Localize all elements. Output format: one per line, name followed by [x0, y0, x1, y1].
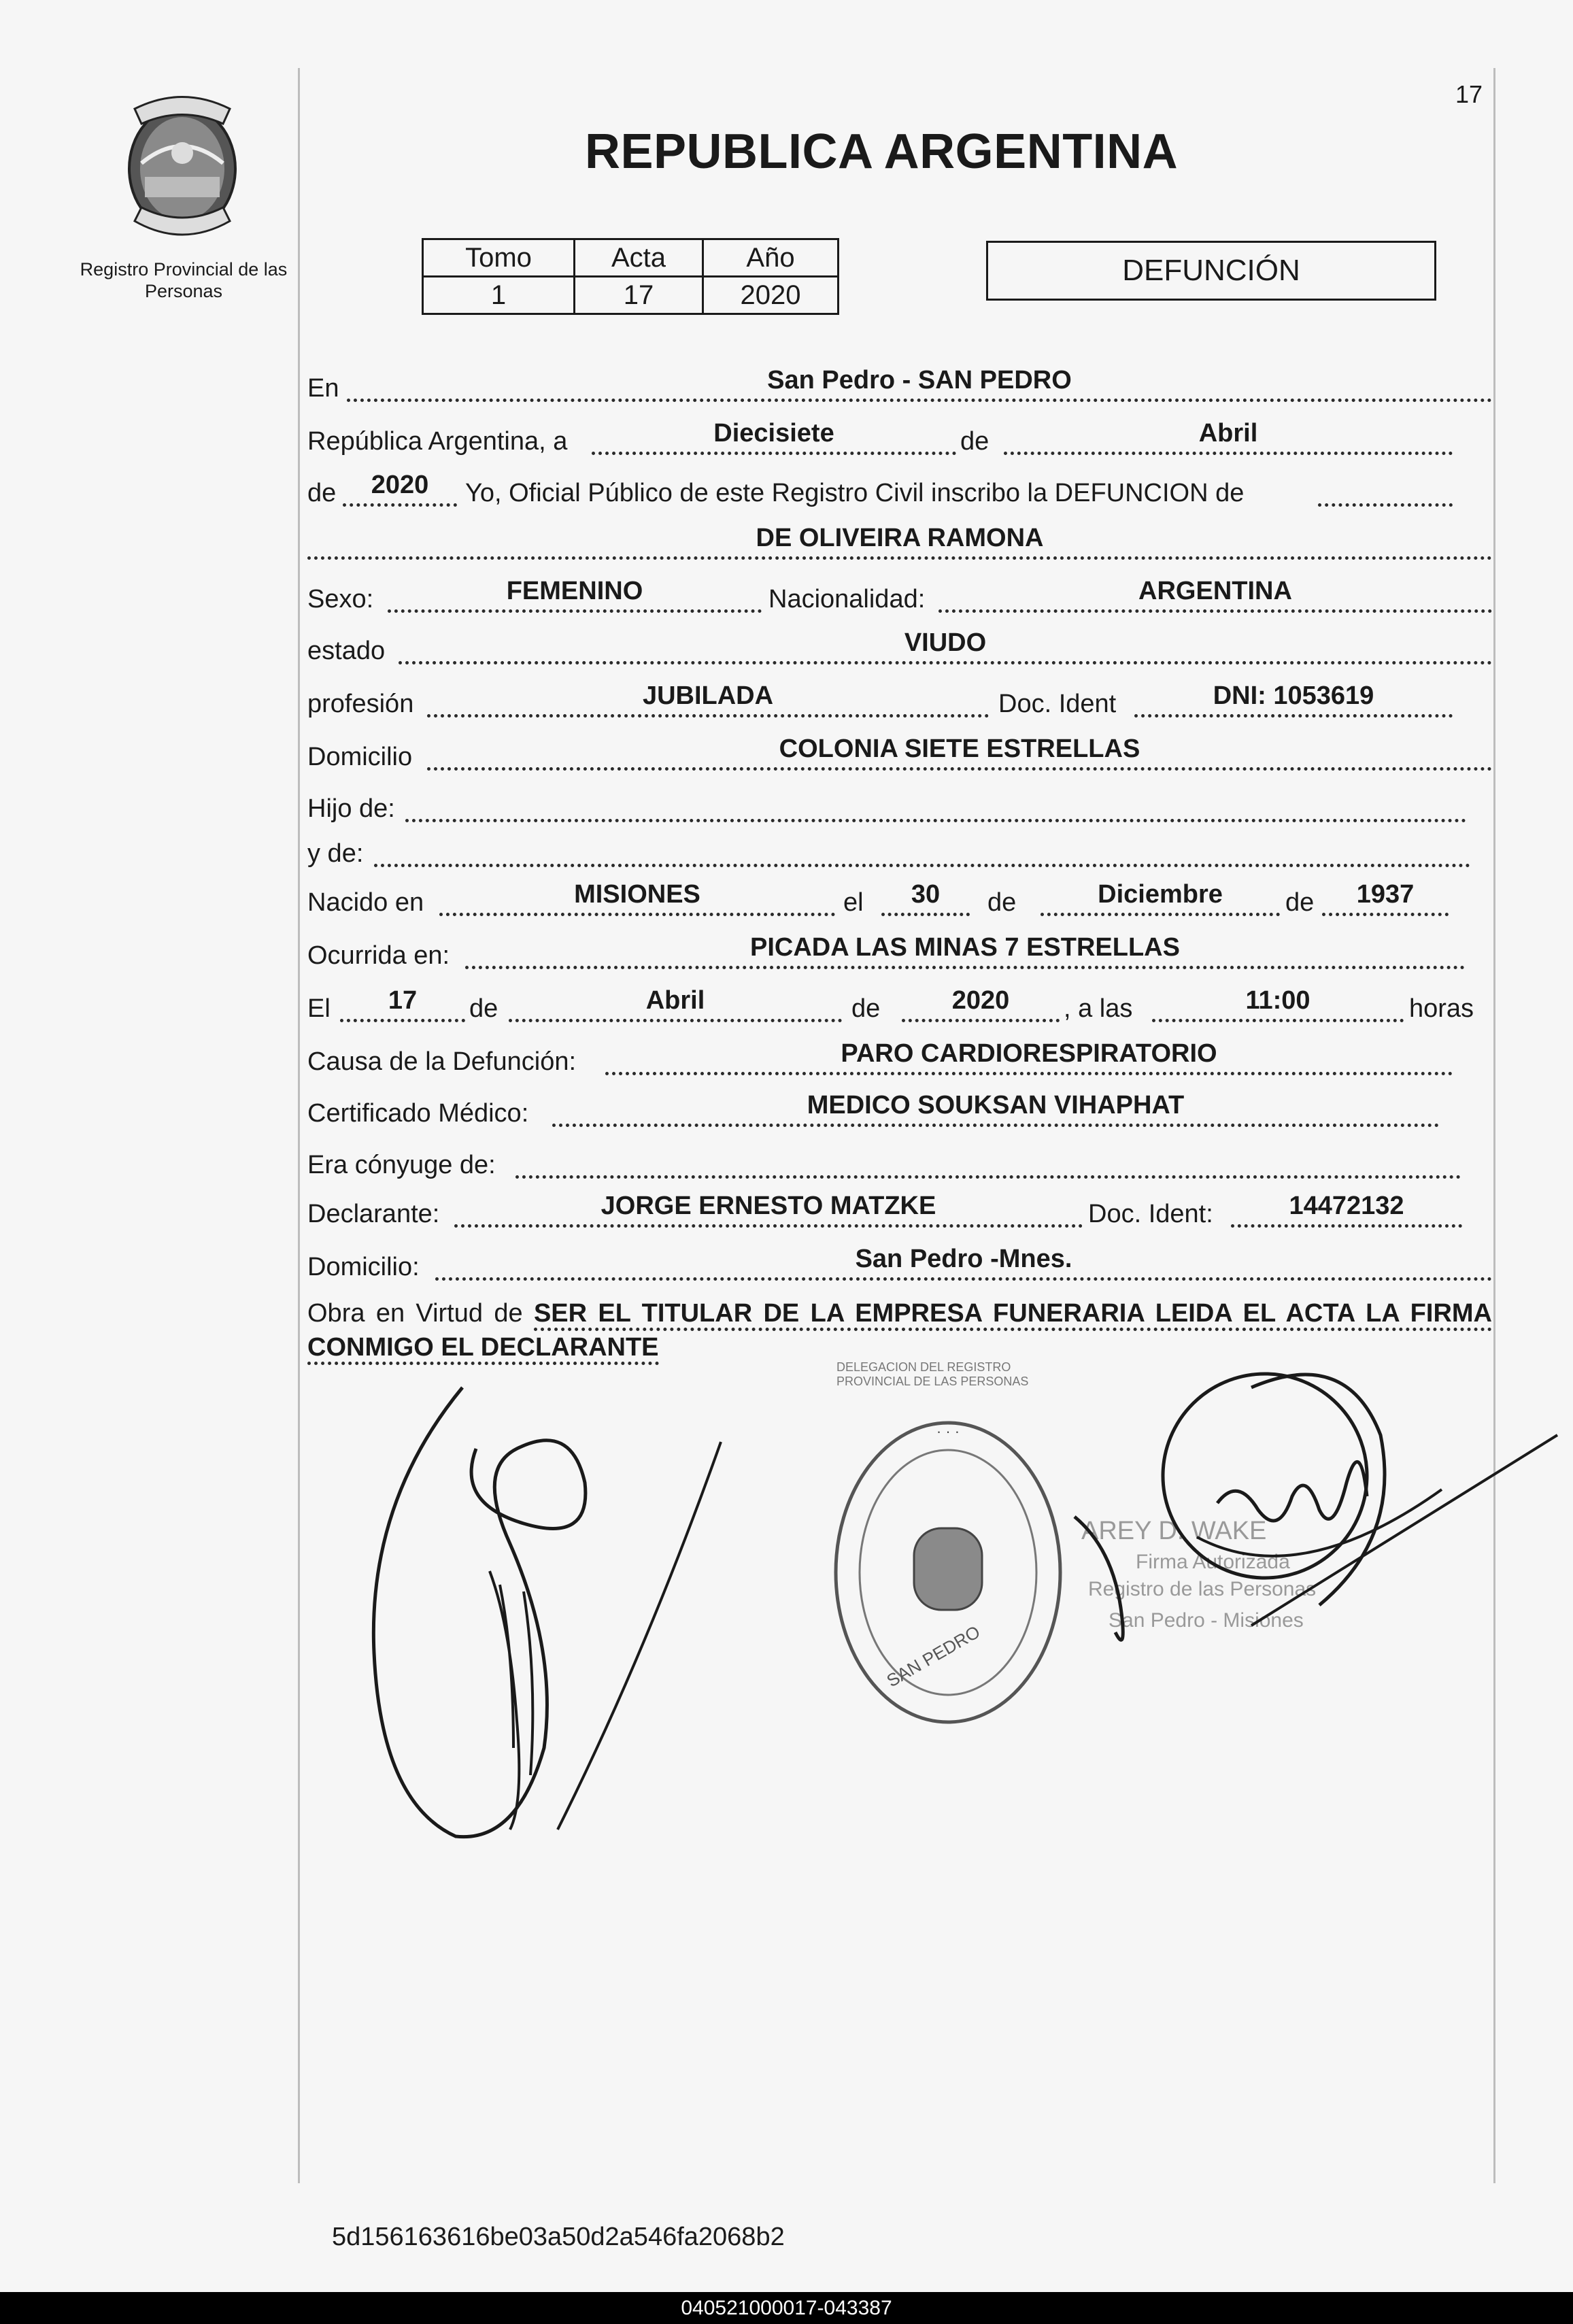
el-label-2: El: [307, 994, 331, 1023]
y-de-field: [374, 831, 1470, 867]
page-number: 17: [1455, 80, 1483, 108]
nacionalidad-field: ARGENTINA: [938, 577, 1492, 613]
declarante-label: Declarante:: [307, 1200, 440, 1228]
declarante-field: JORGE ERNESTO MATZKE: [454, 1192, 1083, 1228]
conyuge-label: Era cónyuge de:: [307, 1151, 496, 1179]
estado-field: VIUDO: [399, 628, 1492, 664]
hijo-de-field: [405, 786, 1466, 822]
signature-left: [354, 1367, 734, 1857]
acta-value: 17: [575, 277, 703, 314]
col-anio: Año: [703, 239, 839, 277]
ocurrida-en-field: PICADA LAS MINAS 7 ESTRELLAS: [465, 933, 1465, 969]
svg-text:· · ·: · · ·: [936, 1423, 960, 1440]
anio-value: 2020: [703, 277, 839, 314]
record-type-box: DEFUNCIÓN: [986, 241, 1436, 301]
en-label: En: [307, 374, 339, 403]
estado-label: estado: [307, 637, 386, 665]
col-tomo: Tomo: [423, 239, 575, 277]
nacionalidad-label: Nacionalidad:: [768, 585, 926, 613]
death-time-field: 11:00: [1152, 986, 1404, 1022]
stamp-name: AREY D. WAKE: [1081, 1517, 1267, 1545]
certificado-label: Certificado Médico:: [307, 1099, 529, 1128]
registry-seal: [826, 1416, 1070, 1729]
domicilio-2-field: San Pedro -Mnes.: [435, 1245, 1492, 1281]
sexo-label: Sexo:: [307, 585, 374, 613]
declarante-doc-label: Doc. Ident:: [1088, 1200, 1213, 1228]
domicilio-2-label: Domicilio:: [307, 1253, 420, 1281]
nacido-en-label: Nacido en: [307, 888, 424, 917]
tomo-value: 1: [423, 277, 575, 314]
doc-ident-field: DNI: 1053619: [1134, 681, 1453, 718]
document-hash: 5d156163616be03a50d2a546fa2068b2: [332, 2223, 785, 2251]
obra-value: SER EL TITULAR DE LA EMPRESA FUNERARIA LEIDA EL ACTA LA FIRMA CONMIGO EL DECLARANTE: [307, 1299, 1492, 1365]
registry-caption: Registro Provincial de las Personas: [80, 259, 288, 301]
misiones-coat-of-arms-logo: [114, 88, 250, 245]
birth-year-field: 1937: [1322, 880, 1449, 916]
birth-day-field: 30: [881, 880, 970, 916]
stamp-line-2: Firma Autorizada: [1136, 1551, 1290, 1573]
rep-label: República Argentina, a: [307, 427, 568, 456]
causa-label: Causa de la Defunción:: [307, 1047, 577, 1076]
statement-trail-field: [1318, 471, 1453, 507]
de-label-3: de: [987, 888, 1017, 917]
left-margin-line: [298, 68, 300, 2183]
en-field: San Pedro - SAN PEDRO: [347, 366, 1492, 402]
death-year-field: 2020: [902, 986, 1060, 1022]
nacido-en-field: MISIONES: [439, 880, 835, 916]
el-label: el: [843, 888, 864, 917]
month-text-field: Abril: [1004, 419, 1453, 455]
domicilio-label: Domicilio: [307, 743, 413, 771]
statement-text: Yo, Oficial Público de este Registro Civil inscribo la DEFUNCION de: [465, 479, 1245, 507]
horas-label: horas: [1409, 994, 1474, 1023]
tomo-acta-anio-table: [422, 238, 839, 315]
declarante-doc-field: 14472132: [1231, 1192, 1462, 1228]
obra-label: Obra en Virtud de: [307, 1299, 523, 1328]
de-label-2: de: [307, 479, 337, 507]
conyuge-field: [515, 1143, 1461, 1179]
seal-ring-text: DELEGACION DEL REGISTRO PROVINCIAL DE LAS PERSONAS: [836, 1360, 1029, 1388]
sexo-field: FEMENINO: [388, 577, 762, 613]
de-label-5: de: [469, 994, 498, 1023]
hijo-de-label: Hijo de:: [307, 794, 395, 823]
deceased-name-field: DE OLIVEIRA RAMONA: [307, 524, 1492, 560]
ocurrida-en-label: Ocurrida en:: [307, 941, 450, 970]
profesion-label: profesión: [307, 690, 414, 718]
col-acta: Acta: [575, 239, 703, 277]
a-las-label: , a las: [1064, 994, 1133, 1023]
domicilio-field: COLONIA SIETE ESTRELLAS: [427, 735, 1492, 771]
death-month-field: Abril: [509, 986, 842, 1022]
de-label-4: de: [1285, 888, 1315, 917]
seal-place-text: SAN PEDRO: [883, 1621, 984, 1691]
de-label-1: de: [960, 427, 990, 456]
stamp-line-4: San Pedro - Misiones: [1109, 1609, 1304, 1632]
causa-field: PARO CARDIORESPIRATORIO: [605, 1039, 1453, 1075]
footer-id-bar: 040521000017-043387: [0, 2292, 1573, 2324]
stamp-line-3: Registro de las Personas: [1088, 1578, 1317, 1600]
signature-right: [1061, 1333, 1564, 1673]
certificado-field: MEDICO SOUKSAN VIHAPHAT: [552, 1091, 1439, 1127]
de-label-6: de: [851, 994, 881, 1023]
y-de-label: y de:: [307, 839, 364, 868]
doc-ident-label: Doc. Ident: [998, 690, 1117, 718]
death-day-field: 17: [340, 986, 465, 1022]
profesion-field: JUBILADA: [427, 681, 989, 718]
day-text-field: Diecisiete: [592, 419, 956, 455]
right-margin-line: [1493, 68, 1495, 2183]
birth-month-field: Diciembre: [1041, 880, 1280, 916]
year-field: 2020: [343, 471, 457, 507]
document-title: REPUBLICA ARGENTINA: [585, 124, 1179, 179]
